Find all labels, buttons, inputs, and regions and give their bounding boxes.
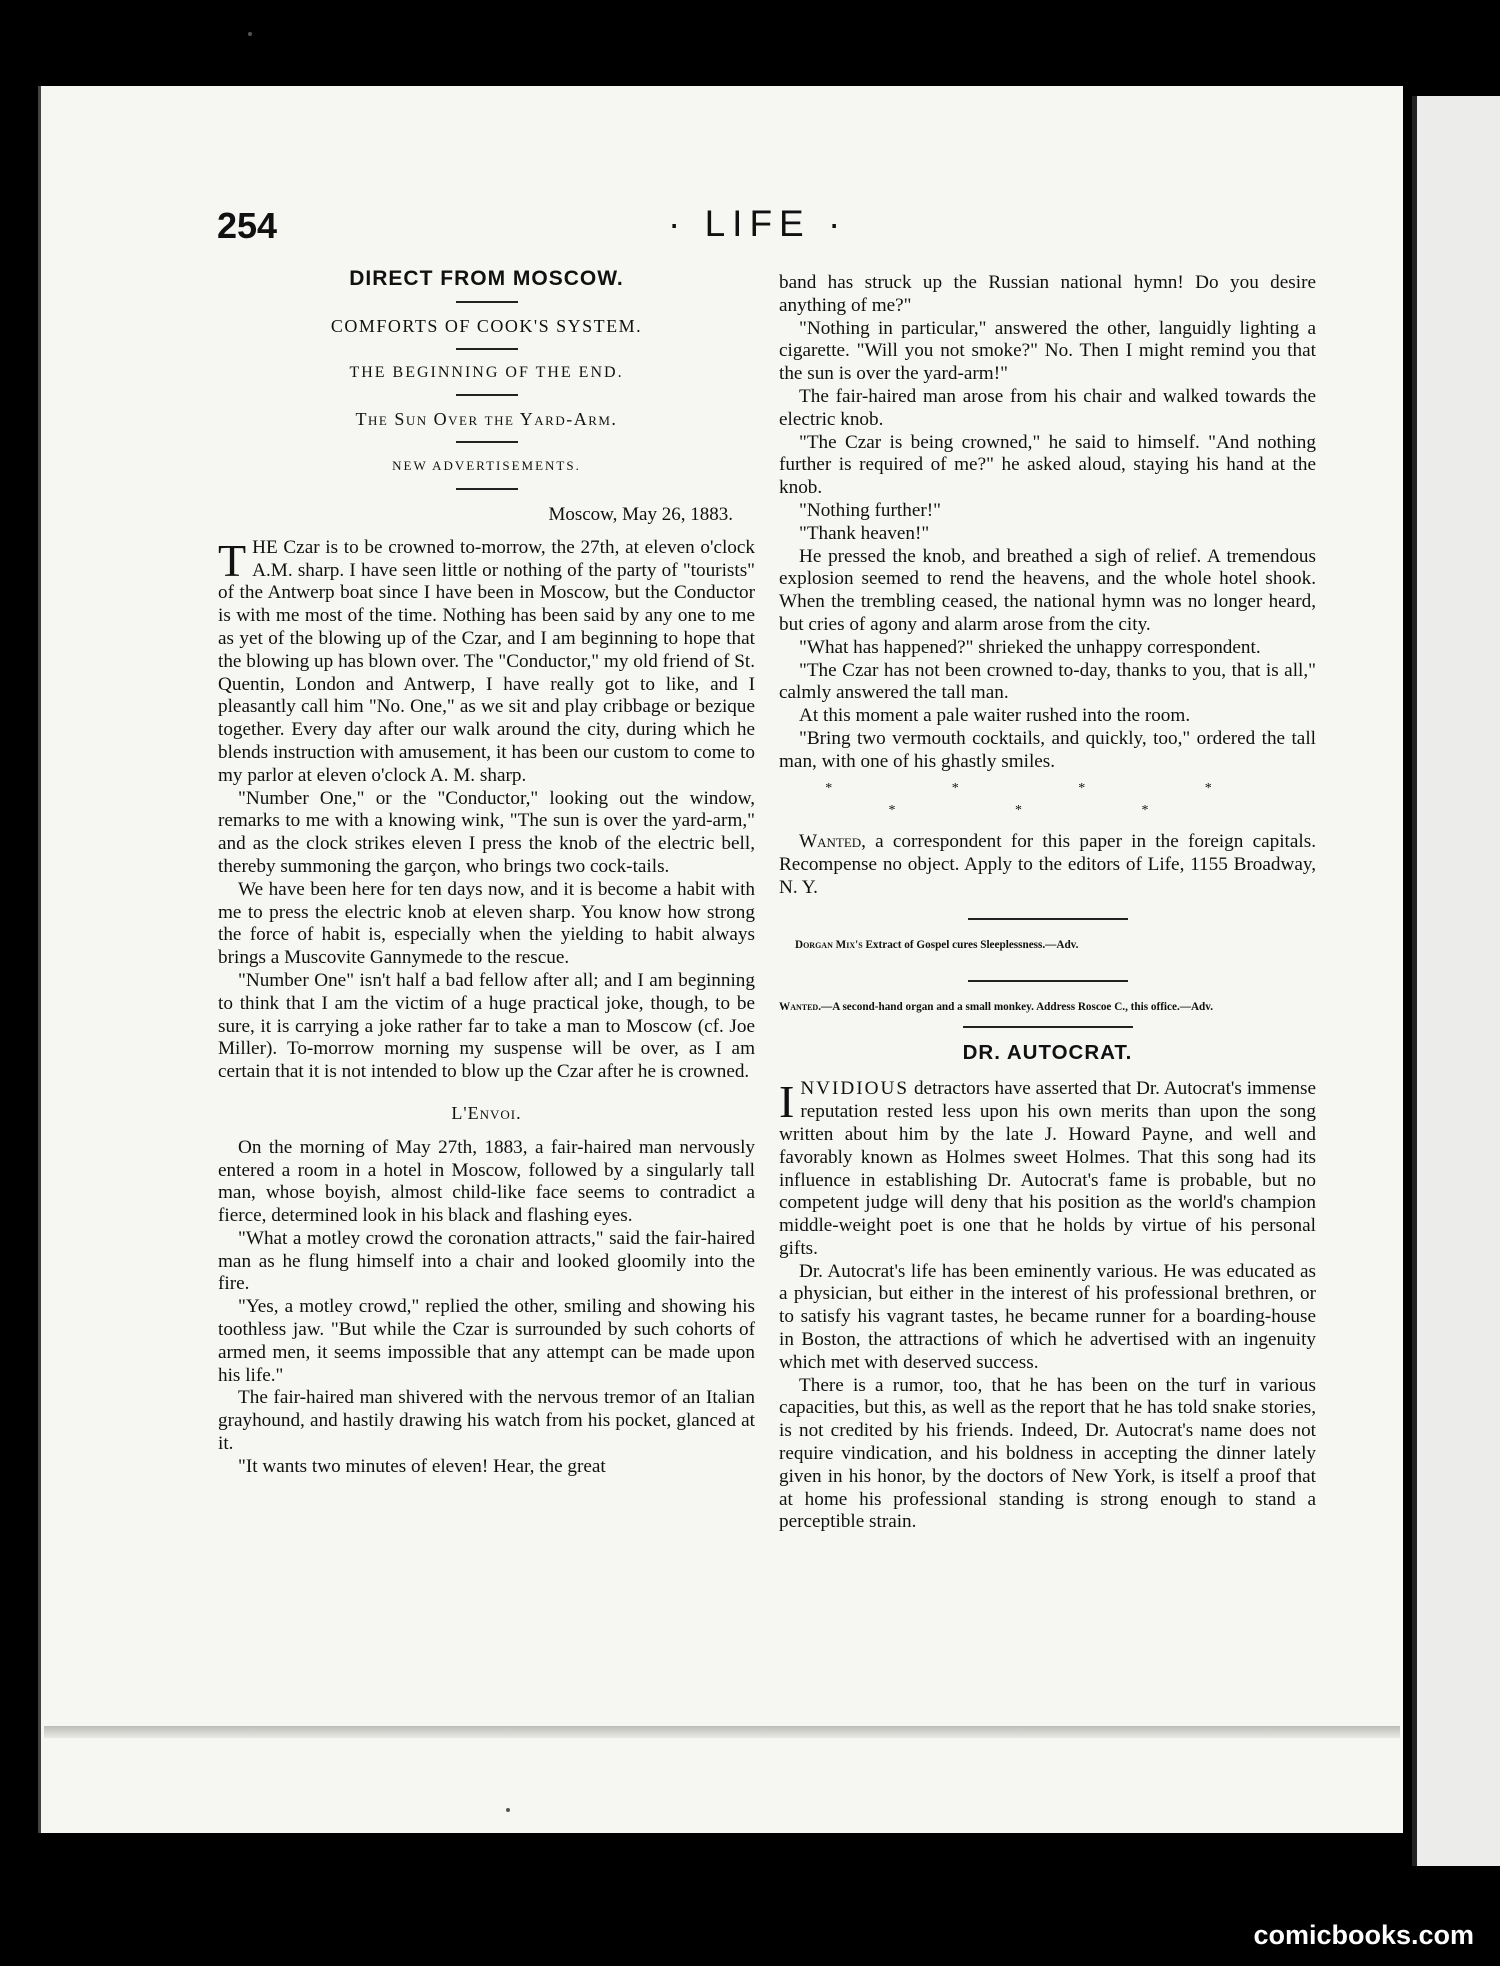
divider (456, 348, 518, 350)
right-column (779, 272, 1316, 1534)
drop-cap: I (779, 1076, 795, 1128)
subheading: NEW ADVERTISEMENTS. (392, 458, 581, 474)
article-paragraph: There is a rumor, too, that he has been on the turf in various capacities, but this, as well as the report that he has told snake stories, is not credited by his friends. Indeed, Dr. Autocrat's name does not require vindication, and his boldness in accepting the dinner lately given in his honor, by the doctors of New York, is itself a proof that at home his professional standing is strong enough to stand a perceptible strain. (779, 1374, 1316, 1533)
divider (968, 918, 1128, 920)
small-advertisement: Wanted.—A second-hand organ and a small monkey. Address Roscoe C., this office.—Adv. (779, 1000, 1214, 1013)
article-title: DIRECT FROM MOSCOW. (349, 267, 624, 290)
article-paragraph: "It wants two minutes of eleven! Hear, the great (238, 1455, 606, 1477)
divider (968, 980, 1128, 982)
section-break-stars: * * * * * * * (825, 780, 1270, 819)
subheading: COMFORTS OF COOK'S SYSTEM. (330, 315, 643, 336)
left-column (218, 262, 755, 1479)
article-paragraph: "Yes, a motley crowd," replied the other, smiling and showing his toothless jaw. "But while the Czar is surrounded by such cohorts of armed men, it seems impossible that any attempt can be made upon his life." (218, 1296, 755, 1386)
divider (456, 394, 518, 396)
subheading: The Sun Over the Yard-Arm. (355, 409, 618, 430)
scan-speck (248, 32, 252, 36)
article-paragraph: band has struck up the Russian national hymn! Do you desire anything of me?" (779, 272, 1316, 316)
article-title: DR. AUTOCRAT. (962, 1040, 1133, 1064)
scan-speck (506, 1808, 510, 1812)
divider (456, 488, 518, 490)
dateline: Moscow, May 26, 1883. (548, 503, 733, 525)
drop-cap: T (218, 534, 247, 586)
article-paragraph: THE Czar is to be crowned to-morrow, the 27th, at eleven o'clock A.M. sharp. I have seen little or nothing of the party of "tourists" of the Antwerp boat since I have been in Moscow, but the Conductor is with me most of the time. Nothing has been said by any one to me as yet of the blowing up of the Czar, and I am beginning to hope that the blowing up has blown over. The "Conductor," my old friend of St. Quentin, London and Antwerp, I have really got to like, and I pleasantly call him "No. One," as we sit and play cribbage or bezique together. Every day after our walk around the city, during which he blends instruction with amusement, it has been our custom to come to my parlor at eleven o'clock A. M. sharp. (218, 534, 755, 786)
article-paragraph: "Nothing further!" (799, 499, 941, 521)
adjacent-page-edge (1412, 96, 1500, 1866)
article-paragraph: "Number One" isn't half a bad fellow after all; and I am beginning to think that I am the victim of a huge practical joke, though, to be sure, it is carrying a joke rather far to take a man to Moscow (cf. Joe Miller). To-morrow morning my suspense will be over, as I am certain that it is not intended to blow up the Czar after he is crowned. (218, 969, 755, 1083)
article-paragraph: "Number One," or the "Conductor," looking out the window, remarks to me with a knowing wink, "The sun is over the yard-arm," and as the clock strikes eleven I press the knob of the electric bell, thereby summoning the garçon, who brings two cock-tails. (218, 787, 755, 877)
divider (456, 301, 518, 303)
advertisement-paragraph: Wanted, a correspondent for this paper in the foreign capitals. Recompense no object. Apply to the editors of Life, 1155 Broadway, N. Y. (779, 831, 1316, 898)
masthead: · LIFE · (668, 203, 848, 244)
article-paragraph: The fair-haired man shivered with the nervous tremor of an Italian grayhound, and hastily drawing his watch from his pocket, glanced at it. (218, 1387, 755, 1455)
article-paragraph: "What has happened?" shrieked the unhappy correspondent. (799, 636, 1261, 658)
article-paragraph: He pressed the knob, and breathed a sigh of relief. A tremendous explosion seemed to rend the heavens, and the whole hotel shook. When the trembling ceased, the national hymn was no longer heard, but cries of agony and alarm arose from the city. (779, 545, 1316, 635)
article-paragraph: "The Czar has not been crowned to-day, thanks to you, that is all," calmly answered the tall man. (779, 659, 1316, 704)
page-number: 254 (217, 205, 278, 246)
article-paragraph: Dr. Autocrat's life has been eminently various. He was educated as a physician, but either in the interest of his professional brethren, or to satisfy his vagrant tastes, he became runner for a boarding-house in Boston, the attractions of which he advertised with an ingenuity which met with deserved success. (779, 1260, 1316, 1373)
article-paragraph: "What a motley crowd the coronation attracts," said the fair-haired man as he flung himself into a chair and looked gloomily into the fire. (218, 1227, 755, 1295)
divider (456, 441, 518, 443)
page-bottom-edge (44, 1726, 1400, 1738)
subheading: THE BEGINNING OF THE END. (349, 363, 624, 381)
article-paragraph: On the morning of May 27th, 1883, a fair-haired man nervously entered a room in a hotel in Moscow, followed by a singularly tall man, whose boyish, almost child-like face seems to contradict a fierce, determined look in his black and flashing eyes. (218, 1136, 755, 1227)
article-paragraph: "Nothing in particular," answered the other, languidly lighting a cigarette. "Will you not smoke?" No. Then I might remind you that the sun is over the yard-arm!" (779, 317, 1316, 385)
article-paragraph: "The Czar is being crowned," he said to himself. "And nothing further is required of me?" he asked aloud, staying his hand at the knob. (779, 431, 1316, 499)
article-paragraph: We have been here for ten days now, and it is become a habit with me to press the electric knob at eleven sharp. You know how strong the force of habit is, especially when the yielding to habit always brings a Muscovite Gannymede to the rescue. (218, 878, 755, 969)
article-paragraph: "Thank heaven!" (799, 522, 930, 544)
divider (963, 1026, 1133, 1028)
section-heading: L'Envoi. (451, 1102, 522, 1123)
article-paragraph: INVIDIOUS detractors have asserted that Dr. Autocrat's immense reputation rested less upon his own merits than upon the song written about him by the late J. Howard Payne, and well and favorably known as Holmes sweet Holmes. That this song had its influence in establishing Dr. Autocrat's fame is probable, but no competent judge will deny that his position as the world's champion middle-weight poet is one that he holds by virtue of his personal gifts. (779, 1076, 1316, 1259)
small-advertisement: Dorgan Mix's Extract of Gospel cures Sleeplessness.—Adv. (795, 938, 1079, 951)
article-paragraph: At this moment a pale waiter rushed into the room. (799, 705, 1191, 727)
article-paragraph: "Bring two vermouth cocktails, and quickly, too," ordered the tall man, with one of his ghastly smiles. (779, 727, 1316, 772)
watermark: comicbooks.com (1253, 1920, 1474, 1950)
article-paragraph: The fair-haired man arose from his chair and walked towards the electric knob. (779, 385, 1316, 430)
